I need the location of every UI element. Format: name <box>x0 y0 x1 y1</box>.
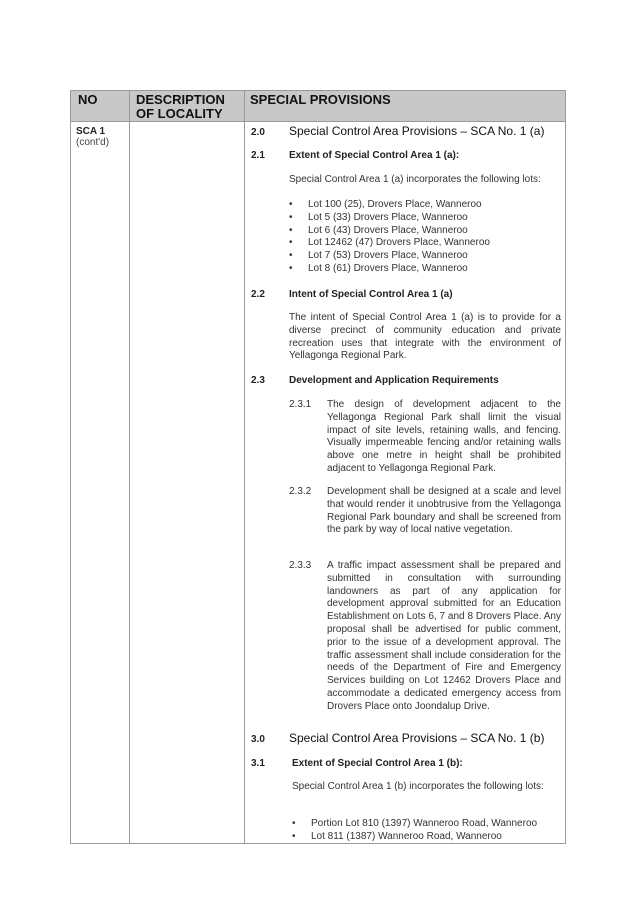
column-divider <box>244 91 245 843</box>
section-number: 2.2 <box>251 289 265 300</box>
row-number-note: (cont'd) <box>76 137 110 148</box>
lot-list <box>292 818 537 844</box>
section-title: Intent of Special Control Area 1 (a) <box>289 289 453 300</box>
section-number: 2.1 <box>251 150 265 161</box>
clause-number: 2.3.2 <box>289 486 312 497</box>
clause-text: A traffic impact assessment shall be prepared and submitted in consultation with surrounding landowners as part of any application for development approval submitted for an Education Establishment on Lots 6, 7 and 8 Drovers Place. Any proposal shall be advertised for public comment, prior to the issue of a development approval. The traffic assessment shall include consideration for the needs of the Department of Fire and Emergency Services building on Lot 12462 Drovers Place and accommodate a dedicated emergency access from Drovers Place onto Joondalup Drive. <box>327 560 561 712</box>
section-text: The intent of Special Control Area 1 (a) is to provide for a diverse precinct of community education and private recreation uses that integrate with the environment of Yellagonga Regional Park. <box>289 312 561 362</box>
list-item: • Lot 7 (53) Drovers Place, Wanneroo <box>289 250 490 263</box>
clause-number: 2.3.3 <box>289 560 312 571</box>
list-item: • Lot 6 (43) Drovers Place, Wanneroo <box>289 225 490 238</box>
section-title: Extent of Special Control Area 1 (b): <box>292 758 463 769</box>
section-intro: Special Control Area 1 (a) incorporates the following lots: <box>289 174 541 185</box>
lot-list <box>289 199 490 276</box>
section-intro: Special Control Area 1 (b) incorporates the following lots: <box>292 781 544 792</box>
header-special-provisions: SPECIAL PROVISIONS <box>250 92 391 107</box>
column-divider <box>129 91 130 843</box>
section-number: 2.3 <box>251 375 265 386</box>
clause-text: The design of development adjacent to the Yellagonga Regional Park shall limit the visual impact of site levels, retaining walls, and fencing. Visually impermeable fencing and/or retaining walls above one metre in height shall be prohibited adjacent to Yellagonga Regional Park. <box>327 399 561 474</box>
header-no: NO <box>78 92 98 107</box>
section-title: Development and Application Requirements <box>289 375 499 386</box>
section-number: 3.1 <box>251 758 265 769</box>
header-description: DESCRIPTION OF LOCALITY <box>136 92 225 121</box>
section-number: 3.0 <box>251 734 265 745</box>
clause-text: Development shall be designed at a scale and level that would render it unobtrusive from the Yellagonga Regional Park boundary and shall be screened from the park by way of local native vegetation. <box>327 486 561 536</box>
provisions-table <box>70 90 566 844</box>
row-number: SCA 1 <box>76 126 106 137</box>
section-number: 2.0 <box>251 127 265 138</box>
section-title: Special Control Area Provisions – SCA No. 1 (b) <box>289 731 545 745</box>
list-item: • Lot 100 (25), Drovers Place, Wanneroo <box>289 199 490 212</box>
list-item: • Lot 12462 (47) Drovers Place, Wanneroo <box>289 237 490 250</box>
list-item: • Lot 8 (61) Drovers Place, Wanneroo <box>289 263 490 276</box>
list-item: • Lot 811 (1387) Wanneroo Road, Wanneroo <box>292 831 537 844</box>
list-item: • Lot 5 (33) Drovers Place, Wanneroo <box>289 212 490 225</box>
section-title: Extent of Special Control Area 1 (a): <box>289 150 460 161</box>
clause-number: 2.3.1 <box>289 399 312 410</box>
list-item: • Portion Lot 810 (1397) Wanneroo Road, Wanneroo <box>292 818 537 831</box>
section-title: Special Control Area Provisions – SCA No. 1 (a) <box>289 124 545 138</box>
